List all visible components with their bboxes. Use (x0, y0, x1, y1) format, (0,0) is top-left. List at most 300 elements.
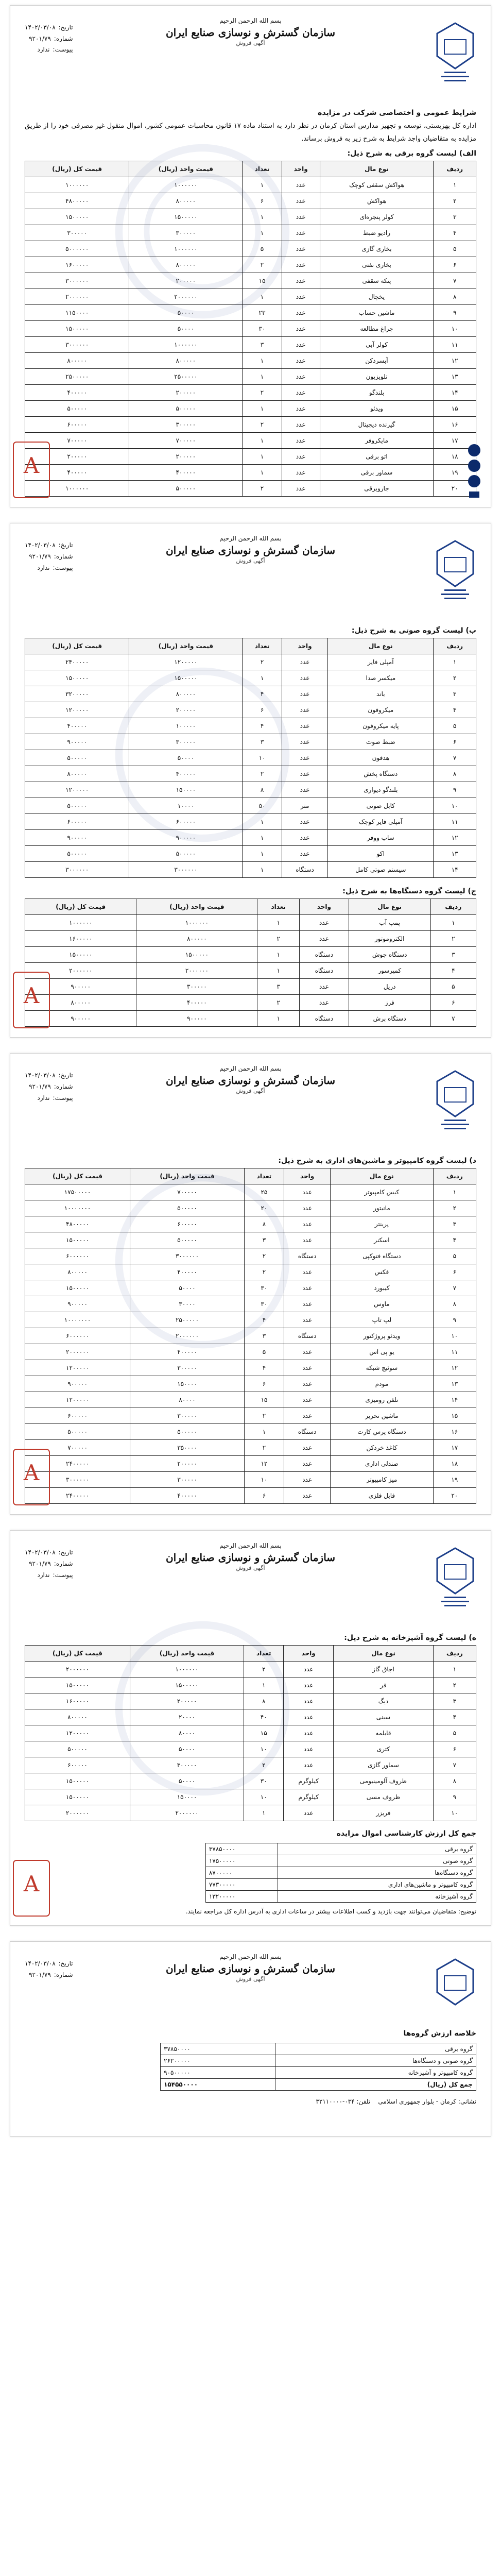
table-cell-no: ۱۲ (433, 1360, 476, 1376)
table-cell-price: ۳۰۰۰۰۰ (130, 1757, 244, 1773)
table-cell-no: ۲ (434, 670, 476, 686)
date-value: ۱۴۰۲/۰۳/۰۸ (25, 1072, 56, 1079)
table-cell-unit: عدد (282, 814, 328, 830)
table-cell-name: گیرنده دیجیتال (320, 417, 434, 433)
table-cell-price: ۱۰۰۰۰۰۰ (136, 915, 257, 931)
header-sub-title: بسم الله الرحمن الرحیم (219, 1953, 282, 1961)
table-row (25, 947, 476, 963)
table-row (25, 1805, 476, 1821)
table-cell-total: ۱۰۰۰۰۰۰ (25, 481, 129, 497)
number-label: شماره: (54, 552, 73, 560)
table-cell-price: ۴۰۰۰۰۰ (130, 1264, 245, 1280)
table-cell-qty: ۱۵ (244, 1392, 284, 1408)
table-cell-unit: عدد (282, 401, 320, 417)
table-header: قیمت کل (ریال) (25, 161, 129, 177)
table-cell-name: کمپرسور (349, 963, 430, 979)
table-cell-name: صندلی اداری (331, 1456, 433, 1472)
table-cell-price: ۴۰۰۰۰۰ (129, 766, 243, 782)
watermark-logo (110, 139, 295, 324)
table-cell-qty: ۴ (244, 1360, 284, 1376)
table-cell-qty: ۸ (244, 1216, 284, 1232)
table-cell-total: ۴۰۰۰۰۰ (25, 385, 129, 401)
table-cell-price: ۲۰۰۰۰۰ (130, 1456, 245, 1472)
table-cell-name: ساب ووفر (328, 830, 434, 846)
date-value: ۱۴۰۲/۰۳/۰۸ (25, 1549, 56, 1556)
table-cell-name: دستگاه فتوکپی (331, 1248, 433, 1264)
table-cell-price: ۲۰۰۰۰ (130, 1709, 244, 1725)
university-logo (434, 538, 476, 611)
table-cell-no: ۳ (430, 947, 476, 963)
table-cell-qty: ۱ (243, 369, 282, 385)
table-cell-price: ۸۰۰۰۰۰ (136, 931, 257, 947)
table-row (25, 963, 476, 979)
table-cell-total: ۱۵۰۰۰۰۰ (25, 321, 129, 337)
table-cell-qty: ۳ (244, 1232, 284, 1248)
table-cell-total: ۵۰۰۰۰۰۰ (25, 241, 129, 257)
table-cell-no: ۱۰ (434, 798, 476, 814)
table-row (25, 1456, 476, 1472)
table-cell-qty: ۲ (243, 766, 282, 782)
table-cell-name: هواکش سقفی کوچک (320, 177, 434, 193)
table-cell-price: ۹۰۰۰۰۰ (136, 1011, 257, 1027)
table-cell-price: ۴۰۰۰۰۰ (130, 1344, 245, 1360)
table-cell-no: ۱۸ (434, 449, 476, 465)
header-title-block (123, 1953, 378, 1982)
header-main-title: سازمان گسترش و نوسازی صنایع ایران (165, 544, 336, 557)
table-cell-no: ۴ (430, 963, 476, 979)
table-cell-qty: ۶ (244, 1376, 284, 1392)
table-cell-total: ۶۰۰۰۰۰ (25, 814, 129, 830)
table-cell-total: ۴۸۰۰۰۰۰ (25, 193, 129, 209)
table-cell-unit: عدد (284, 1662, 334, 1677)
table-cell-name: ویدئو پروژکتور (331, 1328, 433, 1344)
table-cell-price: ۱۲۰۰۰۰۰ (129, 654, 243, 670)
table-cell-qty: ۲ (244, 1248, 284, 1264)
table-cell-no: ۶ (433, 1741, 476, 1757)
table-cell-unit: عدد (300, 995, 349, 1011)
summary-label: گروه آشپزخانه (278, 1891, 476, 1903)
table-cell-qty: ۶ (243, 193, 282, 209)
number-label: شماره: (54, 1082, 73, 1090)
table-row (25, 369, 476, 385)
table-cell-qty: ۱ (243, 401, 282, 417)
table-cell-total: ۳۲۰۰۰۰۰ (25, 686, 129, 702)
table-cell-unit: عدد (282, 193, 320, 209)
table-header: قیمت کل (ریال) (25, 1168, 130, 1184)
table-cell-unit: عدد (284, 1725, 334, 1741)
table-cell-no: ۱۵ (433, 1408, 476, 1424)
table-cell-price: ۴۰۰۰۰۰ (130, 1488, 245, 1504)
table-cell-unit: عدد (284, 1392, 330, 1408)
table-cell-name: کابل صوتی (328, 798, 434, 814)
table-cell-total: ۹۰۰۰۰۰ (25, 1011, 136, 1027)
table-row (25, 1011, 476, 1027)
table-header: ردیف (433, 1168, 476, 1184)
table-cell-unit: عدد (284, 1693, 334, 1709)
table-cell-no: ۶ (434, 734, 476, 750)
table-cell-total: ۱۶۰۰۰۰۰ (25, 257, 129, 273)
table-cell-name: کولر آبی (320, 337, 434, 353)
table-row (25, 449, 476, 465)
table-cell-name: لپ تاپ (331, 1312, 433, 1328)
table-cell-qty: ۵۰ (243, 798, 282, 814)
table-cell-qty: ۱ (257, 915, 300, 931)
table-cell-qty: ۱۵ (244, 1725, 284, 1741)
table-cell-qty: ۱ (243, 814, 282, 830)
table-cell-name: آمپلی فایر کوچک (328, 814, 434, 830)
header-meta (25, 22, 73, 56)
table-cell-qty: ۳۰ (243, 321, 282, 337)
table-cell-total: ۱۰۰۰۰۰۰۰ (25, 1312, 130, 1328)
table-row (25, 1408, 476, 1424)
table-cell-price: ۳۰۰۰۰۰ (129, 734, 243, 750)
table-cell-unit: عدد (282, 654, 328, 670)
bottom-left-emblem (8, 1857, 55, 1919)
table-cell-no: ۱۵ (434, 401, 476, 417)
table-cell-total: ۵۰۰۰۰۰ (25, 1424, 130, 1440)
table-cell-qty: ۱ (244, 1805, 284, 1821)
table-cell-total: ۶۰۰۰۰۰ (25, 1757, 130, 1773)
table-cell-price: ۲۰۰۰۰۰ (129, 449, 243, 465)
table-cell-unit: عدد (282, 481, 320, 497)
table-cell-name: مانیتور (331, 1200, 433, 1216)
table-cell-price: ۵۰۰۰۰ (130, 1741, 244, 1757)
table-cell-total: ۱۲۰۰۰۰۰ (25, 1392, 130, 1408)
table-cell-total: ۱۲۰۰۰۰۰ (25, 782, 129, 798)
header-sub-title: بسم الله الرحمن الرحیم (219, 17, 282, 24)
table-cell-no: ۳ (434, 209, 476, 225)
address-value: کرمان - بلوار جمهوری اسلامی (378, 2098, 457, 2106)
table-cell-total: ۲۰۰۰۰۰۰ (25, 1662, 130, 1677)
table-cell-qty: ۱ (257, 947, 300, 963)
table-row (25, 385, 476, 401)
date-label: تاریخ: (58, 24, 73, 31)
table-header: قیمت کل (ریال) (25, 899, 136, 915)
table-cell-no: ۱۰ (433, 1805, 476, 1821)
table-header: ردیف (430, 899, 476, 915)
table-cell-no: ۱ (433, 1184, 476, 1200)
table-cell-total: ۱۲۰۰۰۰۰ (25, 702, 129, 718)
table-cell-no: ۱۰ (434, 321, 476, 337)
table-cell-total: ۴۸۰۰۰۰۰ (25, 1216, 130, 1232)
table-header: واحد (282, 161, 320, 177)
table-cell-total: ۵۰۰۰۰۰ (25, 1741, 130, 1757)
table-cell-price: ۵۰۰۰۰۰ (129, 401, 243, 417)
university-logo (434, 1068, 476, 1141)
table-cell-name: دریل (349, 979, 430, 995)
table-cell-price: ۳۰۰۰۰۰۰ (130, 1248, 245, 1264)
table-cell-qty: ۶ (243, 702, 282, 718)
table-cell-unit: عدد (284, 1709, 334, 1725)
table-cell-price: ۶۰۰۰۰۰ (130, 1216, 245, 1232)
table-cell-no: ۱۷ (433, 1440, 476, 1456)
table-cell-price: ۵۰۰۰۰۰ (130, 1200, 245, 1216)
table-cell-total: ۱۶۰۰۰۰۰ (25, 931, 136, 947)
table-cell-name: میکسر صدا (328, 670, 434, 686)
table-cell-no: ۱۲ (434, 353, 476, 369)
table-cell-total: ۹۰۰۰۰۰ (25, 734, 129, 750)
table-cell-qty: ۳ (257, 979, 300, 995)
page4-note: توضیح: متقاضیان می‌توانند جهت بازدید و کسب اطلاعات بیشتر در ساعات اداری به آدرس اداره کل مراجعه نمایند. (185, 1908, 476, 1916)
university-logo (434, 1956, 476, 2029)
table-cell-qty: ۲ (243, 417, 282, 433)
table-cell-total: ۱۷۵۰۰۰۰۰ (25, 1184, 130, 1200)
table-cell-unit: عدد (284, 1408, 330, 1424)
table-cell-no: ۵ (434, 241, 476, 257)
table-cell-unit: عدد (282, 830, 328, 846)
table-cell-price: ۲۰۰۰۰۰ (129, 702, 243, 718)
table-header: نوع مال (331, 1168, 433, 1184)
table-cell-total: ۱۲۰۰۰۰۰ (25, 1360, 130, 1376)
table-cell-total: ۱۶۰۰۰۰۰ (25, 1693, 130, 1709)
summary-label: گروه صوتی و دستگاه‌ها (275, 2055, 476, 2067)
table-cell-name: پرینتر (331, 1216, 433, 1232)
table-cell-price: ۸۰۰۰۰۰ (129, 193, 243, 209)
table-cell-qty: ۲ (244, 1440, 284, 1456)
table-cell-name: سوئیچ شبکه (331, 1360, 433, 1376)
table-cell-no: ۶ (433, 1264, 476, 1280)
table-cell-no: ۲۰ (433, 1488, 476, 1504)
attachment-label: پیوست: (53, 46, 73, 54)
table-header: تعداد (244, 1168, 284, 1184)
header-main-title: سازمان گسترش و نوسازی صنایع ایران (165, 1074, 336, 1087)
table-cell-no: ۳ (433, 1216, 476, 1232)
table-cell-no: ۶ (430, 995, 476, 1011)
table-cell-no: ۵ (434, 718, 476, 734)
table-cell-name: سماور برقی (320, 465, 434, 481)
footer-decoration (456, 440, 493, 502)
table-cell-price: ۵۰۰۰۰ (129, 321, 243, 337)
summary-row (205, 1879, 476, 1891)
table-cell-qty: ۲ (243, 257, 282, 273)
page-header (25, 17, 476, 105)
table-cell-no: ۱۴ (434, 862, 476, 878)
table-cell-price: ۱۵۰۰۰۰۰ (136, 947, 257, 963)
table-cell-unit: عدد (282, 782, 328, 798)
table-row (25, 846, 476, 862)
number-value: ۹۲۰۱/۷۹ (29, 35, 51, 42)
watermark-logo (110, 1616, 295, 1801)
summary-row (161, 2067, 476, 2079)
table-cell-no: ۸ (434, 766, 476, 782)
summary-value: ۲۶۲۰۰۰۰۰ (161, 2055, 275, 2067)
table-cell-no: ۵ (433, 1248, 476, 1264)
table-cell-total: ۳۰۰۰۰۰۰ (25, 1472, 130, 1488)
header-sub-title: بسم الله الرحمن الرحیم (219, 1065, 282, 1073)
table-cell-no: ۱۳ (434, 369, 476, 385)
table-cell-unit: عدد (282, 750, 328, 766)
table-cell-total: ۱۰۰۰۰۰۰ (25, 177, 129, 193)
table-header: واحد (300, 899, 349, 915)
header-meta (25, 540, 73, 573)
table-cell-price: ۱۰۰۰۰۰۰ (129, 337, 243, 353)
page1-paragraph: اداره کل بهزیستی، توسعه و تجهیز مدارس استان کرمان در نظر دارد به استناد ماده ۱۷ قانون محاسبات عمومی کشور، اموال منقول غیر مصرفی خود را از طریق مزایده به متقاضیان واجد شرایط به شرح زیر به فروش برساند. (25, 122, 476, 143)
table-cell-name: دیگ (334, 1693, 434, 1709)
attachment-value: ندارد (37, 564, 50, 571)
table-cell-unit: عدد (284, 1677, 334, 1693)
table-cell-no: ۱۹ (434, 465, 476, 481)
table-cell-name: سیستم صوتی کامل (328, 862, 434, 878)
header-subsidiary: آگهی فروش (236, 40, 265, 46)
table-cell-name: تلفن رومیزی (331, 1392, 433, 1408)
table-cell-qty: ۲ (244, 1408, 284, 1424)
table-cell-no: ۸ (433, 1296, 476, 1312)
table-cell-name: کیبورد (331, 1280, 433, 1296)
page5-content (25, 2029, 476, 2105)
summary-value: ۷۷۳۰۰۰۰۰ (205, 1879, 278, 1891)
table-cell-qty: ۸ (244, 1693, 284, 1709)
table-cell-price: ۱۵۰۰۰۰ (129, 782, 243, 798)
table-cell-qty: ۲ (244, 1264, 284, 1280)
table-cell-no: ۸ (434, 289, 476, 305)
table-cell-qty: ۱ (243, 433, 282, 449)
table-cell-total: ۵۰۰۰۰۰ (25, 846, 129, 862)
table-cell-price: ۲۵۰۰۰۰۰ (130, 1312, 245, 1328)
table-row (25, 1472, 476, 1488)
table-cell-price: ۱۰۰۰۰۰۰ (129, 177, 243, 193)
attachment-label: پیوست: (53, 1094, 73, 1101)
table-cell-no: ۱۳ (434, 846, 476, 862)
table-cell-unit: عدد (284, 1184, 330, 1200)
table-cell-name: آبسردکن (320, 353, 434, 369)
phone-value: ۰۳۴-۳۲۱۱۰۰۰۰ (316, 2098, 355, 2106)
table-cell-price: ۴۰۰۰۰۰ (136, 995, 257, 1011)
table-cell-price: ۸۰۰۰۰ (130, 1392, 245, 1408)
table-cell-unit: عدد (284, 1216, 330, 1232)
table-cell-qty: ۲ (244, 1662, 284, 1677)
table-cell-qty: ۲ (257, 995, 300, 1011)
table-cell-qty: ۲۳ (243, 305, 282, 321)
table-cell-no: ۷ (433, 1757, 476, 1773)
attachment-value: ندارد (37, 46, 50, 54)
table-cell-unit: عدد (300, 931, 349, 947)
table-cell-no: ۹ (433, 1312, 476, 1328)
table-cell-name: ضبط صوت (328, 734, 434, 750)
table-cell-qty: ۱ (244, 1424, 284, 1440)
table-cell-unit: دستگاه (282, 862, 328, 878)
table-row (25, 995, 476, 1011)
table-cell-unit: دستگاه (284, 1424, 330, 1440)
table-row (25, 862, 476, 878)
summary-value: ۸۷۰۰۰۰۰ (205, 1867, 278, 1879)
total-label: جمع کل (ریال) (275, 2079, 476, 2091)
table-cell-unit: عدد (282, 289, 320, 305)
table-cell-total: ۸۰۰۰۰۰ (25, 353, 129, 369)
table-cell-name: سینی (334, 1709, 434, 1725)
table-cell-unit: عدد (282, 225, 320, 241)
table-cell-name: پمپ آب (349, 915, 430, 931)
table-cell-no: ۹ (434, 305, 476, 321)
table-cell-price: ۳۰۰۰۰۰ (136, 979, 257, 995)
table-cell-no: ۵ (430, 979, 476, 995)
page2-table-2 (25, 899, 476, 1027)
table-cell-total: ۷۰۰۰۰۰ (25, 433, 129, 449)
number-label: شماره: (54, 1560, 73, 1567)
table-cell-unit: عدد (284, 1296, 330, 1312)
table-cell-qty: ۱۰ (244, 1741, 284, 1757)
table-cell-price: ۸۰۰۰۰۰ (129, 686, 243, 702)
table-cell-price: ۳۰۰۰۰۰ (130, 1360, 245, 1376)
table-header: نوع مال (328, 638, 434, 654)
table-cell-total: ۲۴۰۰۰۰۰ (25, 1456, 130, 1472)
table-row (25, 353, 476, 369)
table-cell-qty: ۵ (244, 1344, 284, 1360)
table-cell-name: کیس کامپیوتر (331, 1184, 433, 1200)
table-cell-no: ۷ (434, 273, 476, 289)
header-main-title: سازمان گسترش و نوسازی صنایع ایران (165, 26, 336, 39)
table-cell-name: کتری (334, 1741, 434, 1757)
summary-label: گروه صوتی (278, 1855, 476, 1867)
table-cell-qty: ۱ (257, 1011, 300, 1027)
table-cell-name: مودم (331, 1376, 433, 1392)
table-cell-name: پنکه سقفی (320, 273, 434, 289)
table-cell-name: اکو (328, 846, 434, 862)
table-row (25, 481, 476, 497)
table-cell-no: ۷ (434, 750, 476, 766)
page3-list-title: د) لیست گروه کامپیوتر و ماشین‌های اداری به شرح ذیل: (278, 1157, 476, 1165)
table-header: ردیف (433, 1646, 476, 1662)
table-cell-qty: ۱ (243, 225, 282, 241)
table-header: نوع مال (349, 899, 430, 915)
summary-value: ۳۷۸۵۰۰۰۰ (161, 2043, 275, 2055)
table-cell-no: ۱۳ (433, 1376, 476, 1392)
document-page-3 (10, 1053, 491, 1515)
table-cell-qty: ۵ (243, 241, 282, 257)
table-cell-name: بخاری نفتی (320, 257, 434, 273)
table-cell-qty: ۱ (243, 862, 282, 878)
table-cell-name: قابلمه (334, 1725, 434, 1741)
table-cell-price: ۵۰۰۰۰۰ (129, 846, 243, 862)
table-cell-no: ۱۴ (433, 1392, 476, 1408)
table-cell-total: ۵۰۰۰۰۰ (25, 401, 129, 417)
table-cell-unit: عدد (282, 321, 320, 337)
total-value: ۱۵۴۵۵۰۰۰۰ (161, 2079, 275, 2091)
table-cell-price: ۳۰۰۰۰۰ (129, 417, 243, 433)
table-cell-no: ۱۷ (434, 433, 476, 449)
page2-table-2-body (25, 915, 476, 1027)
table-header: واحد (284, 1646, 334, 1662)
table-cell-no: ۴ (433, 1709, 476, 1725)
table-cell-no: ۷ (430, 1011, 476, 1027)
header-meta (25, 1547, 73, 1581)
bottom-left-emblem (8, 969, 55, 1031)
table-cell-qty: ۳۰ (244, 1296, 284, 1312)
table-cell-unit: عدد (284, 1488, 330, 1504)
table-header: قیمت واحد (ریال) (129, 638, 243, 654)
table-cell-no: ۹ (434, 782, 476, 798)
table-cell-name: هواکش (320, 193, 434, 209)
table-cell-qty: ۲ (243, 481, 282, 497)
table-cell-name: یو پی اس (331, 1344, 433, 1360)
summary-label: گروه کامپیوتر و ماشین‌های اداری (278, 1879, 476, 1891)
page5-summary-body (161, 2043, 476, 2079)
table-cell-no: ۱۱ (434, 814, 476, 830)
table-cell-name: ماوس (331, 1296, 433, 1312)
summary-row (205, 1855, 476, 1867)
table-cell-price: ۲۰۰۰۰۰۰ (130, 1805, 244, 1821)
table-cell-price: ۳۰۰۰۰ (130, 1296, 245, 1312)
table-header: ردیف (434, 638, 476, 654)
page2-list-title-2: ج) لیست گروه دستگاه‌ها به شرح ذیل: (342, 887, 476, 896)
table-cell-name: یخچال (320, 289, 434, 305)
table-cell-name: باند (328, 686, 434, 702)
table-cell-unit: عدد (282, 257, 320, 273)
table-cell-price: ۵۰۰۰۰ (129, 750, 243, 766)
table-cell-name: اجاق گاز (334, 1662, 434, 1677)
table-cell-name: ماشین حساب (320, 305, 434, 321)
table-cell-qty: ۴ (244, 1312, 284, 1328)
table-cell-total: ۱۰۰۰۰۰۰ (25, 915, 136, 931)
